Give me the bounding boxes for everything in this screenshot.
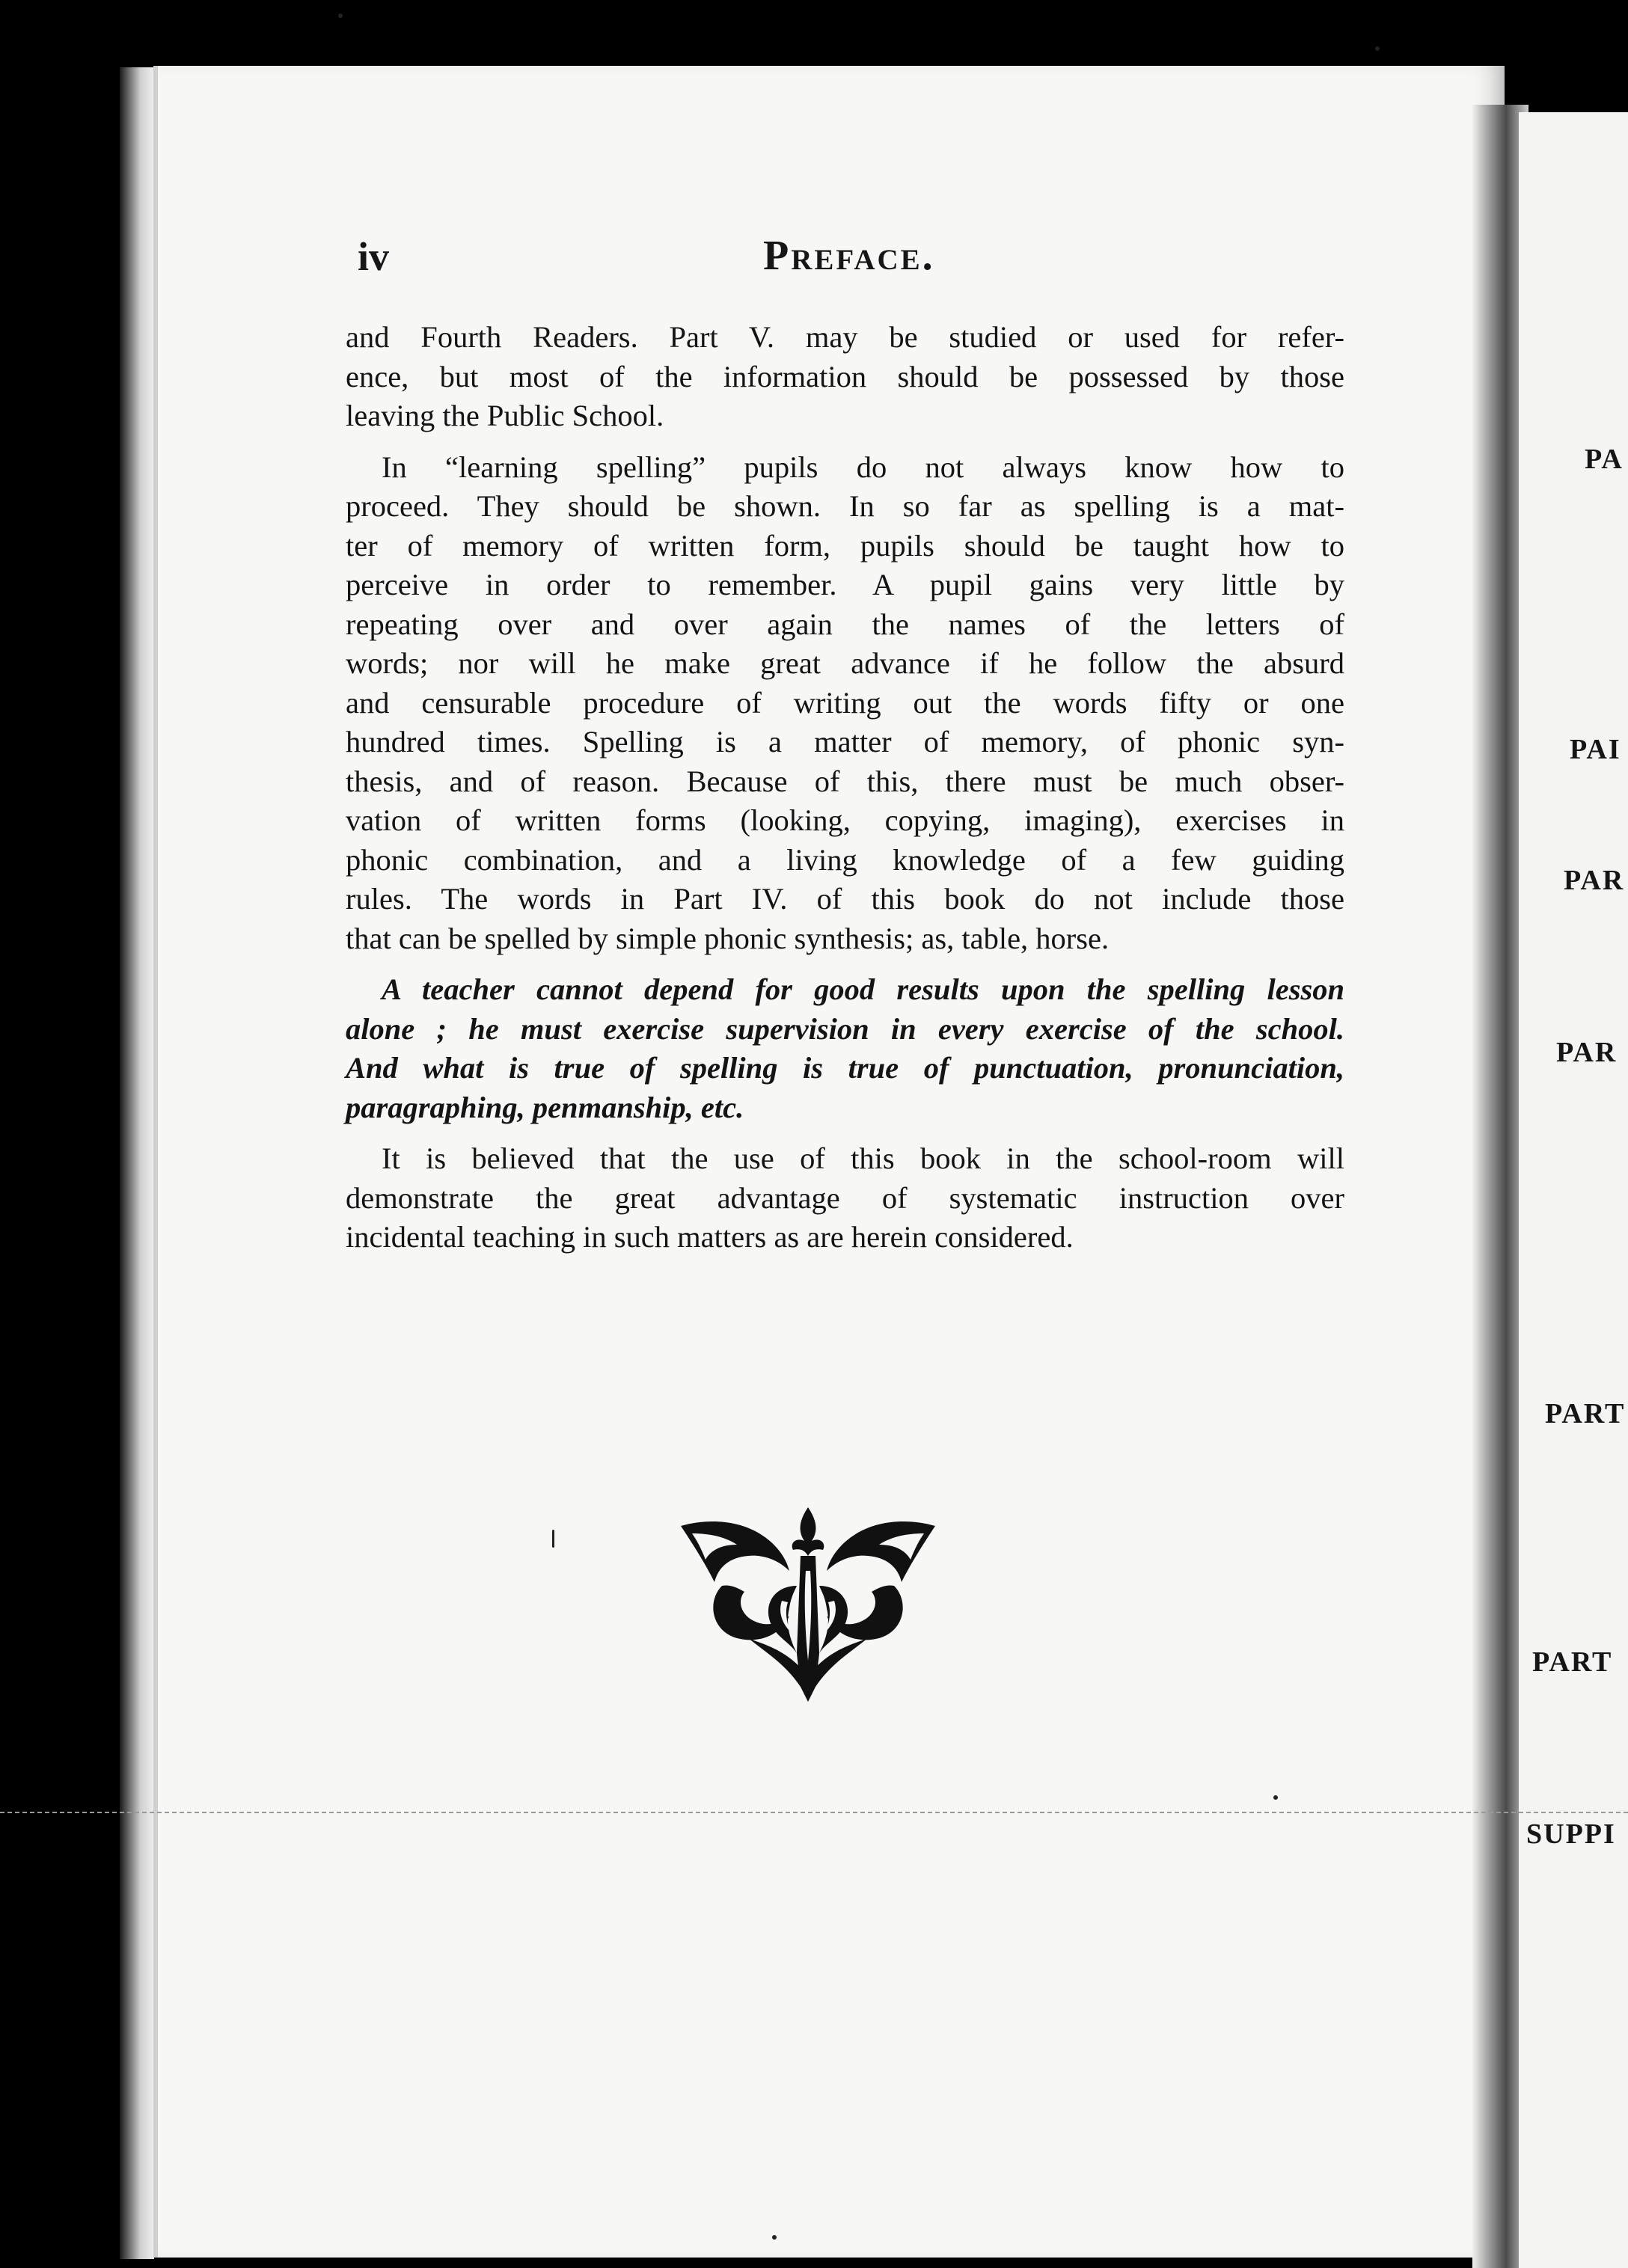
next-page-label: SUPPI xyxy=(1526,1818,1616,1850)
text-line: alone ; he must exercise supervision in every exercise of the school. xyxy=(346,1011,1344,1046)
scan-speck xyxy=(338,13,343,18)
text-line: repeating over and over again the names of the letters of xyxy=(346,607,1344,641)
text-line: And what is true of spelling is true of punctuation, pronunciation, xyxy=(346,1051,1344,1085)
text-line: perceive in order to remember. A pupil gains very little by xyxy=(346,568,1344,601)
text-line: A teacher cannot depend for good results upon the spelling lesson xyxy=(382,972,1344,1006)
paragraph-4 xyxy=(346,1139,1344,1257)
text-line: proceed. They should be shown. In so far as spelling is a mat- xyxy=(346,489,1344,523)
text-line: It is believed that the use of this book in the school-room will xyxy=(382,1141,1344,1175)
book-page-right-partial xyxy=(1519,112,1628,2268)
scan-speck xyxy=(1273,1795,1278,1800)
next-page-label: PAI xyxy=(1570,734,1621,765)
next-page-label: PART xyxy=(1545,1398,1626,1429)
page-number: iv xyxy=(358,234,390,279)
text-line: phonic combination, and a living knowledge of a few guiding xyxy=(346,842,1344,877)
next-page-label: PAR xyxy=(1564,865,1625,896)
page-edge-shadow xyxy=(120,67,154,2259)
paragraph-1 xyxy=(346,318,1344,436)
text-line: incidental teaching in such matters as are herein considered. xyxy=(346,1220,1074,1254)
next-page-label: PA xyxy=(1585,444,1624,475)
text-line: and Fourth Readers. Part V. may be studied or used for refer- xyxy=(346,320,1344,354)
next-page-label: PAR xyxy=(1556,1037,1618,1068)
text-line: that can be spelled by simple phonic synthesis; as, table, horse. xyxy=(346,921,1110,955)
floral-tailpiece-ornament-icon xyxy=(677,1504,939,1705)
next-page-label: PART xyxy=(1532,1646,1613,1678)
text-line: paragraphing, penmanship, etc. xyxy=(346,1090,744,1124)
paragraph-2 xyxy=(346,448,1344,959)
text-line: vation of written forms (looking, copying, imaging), exercises in xyxy=(346,803,1344,837)
running-head: Preface. xyxy=(763,233,935,279)
text-line: ence, but most of the information should be possessed by those xyxy=(346,359,1344,393)
scan-artifact-line xyxy=(0,1812,1628,1813)
text-line: demonstrate the great advantage of systematic instruction over xyxy=(346,1180,1344,1215)
paragraph-3-italic xyxy=(346,970,1344,1127)
text-line: rules. The words in Part IV. of this book do not include those xyxy=(346,882,1344,916)
text-line: hundred times. Spelling is a matter of memory, of phonic syn- xyxy=(346,725,1344,758)
scan-speck xyxy=(1375,46,1380,51)
scan-speck xyxy=(772,2235,777,2240)
text-line: ter of memory of written form, pupils should be taught how to xyxy=(346,528,1344,563)
text-line: words; nor will he make great advance if he follow the absurd xyxy=(346,646,1344,680)
text-line: and censurable procedure of writing out the words fifty or one xyxy=(346,685,1344,720)
text-line: In “learning spelling” pupils do not always know how to xyxy=(382,450,1344,484)
scan-scratch xyxy=(552,1530,554,1548)
text-line: leaving the Public School. xyxy=(346,399,664,432)
text-line: thesis, and of reason. Because of this, there must be much obser- xyxy=(346,764,1344,798)
body-text xyxy=(346,318,1344,1269)
